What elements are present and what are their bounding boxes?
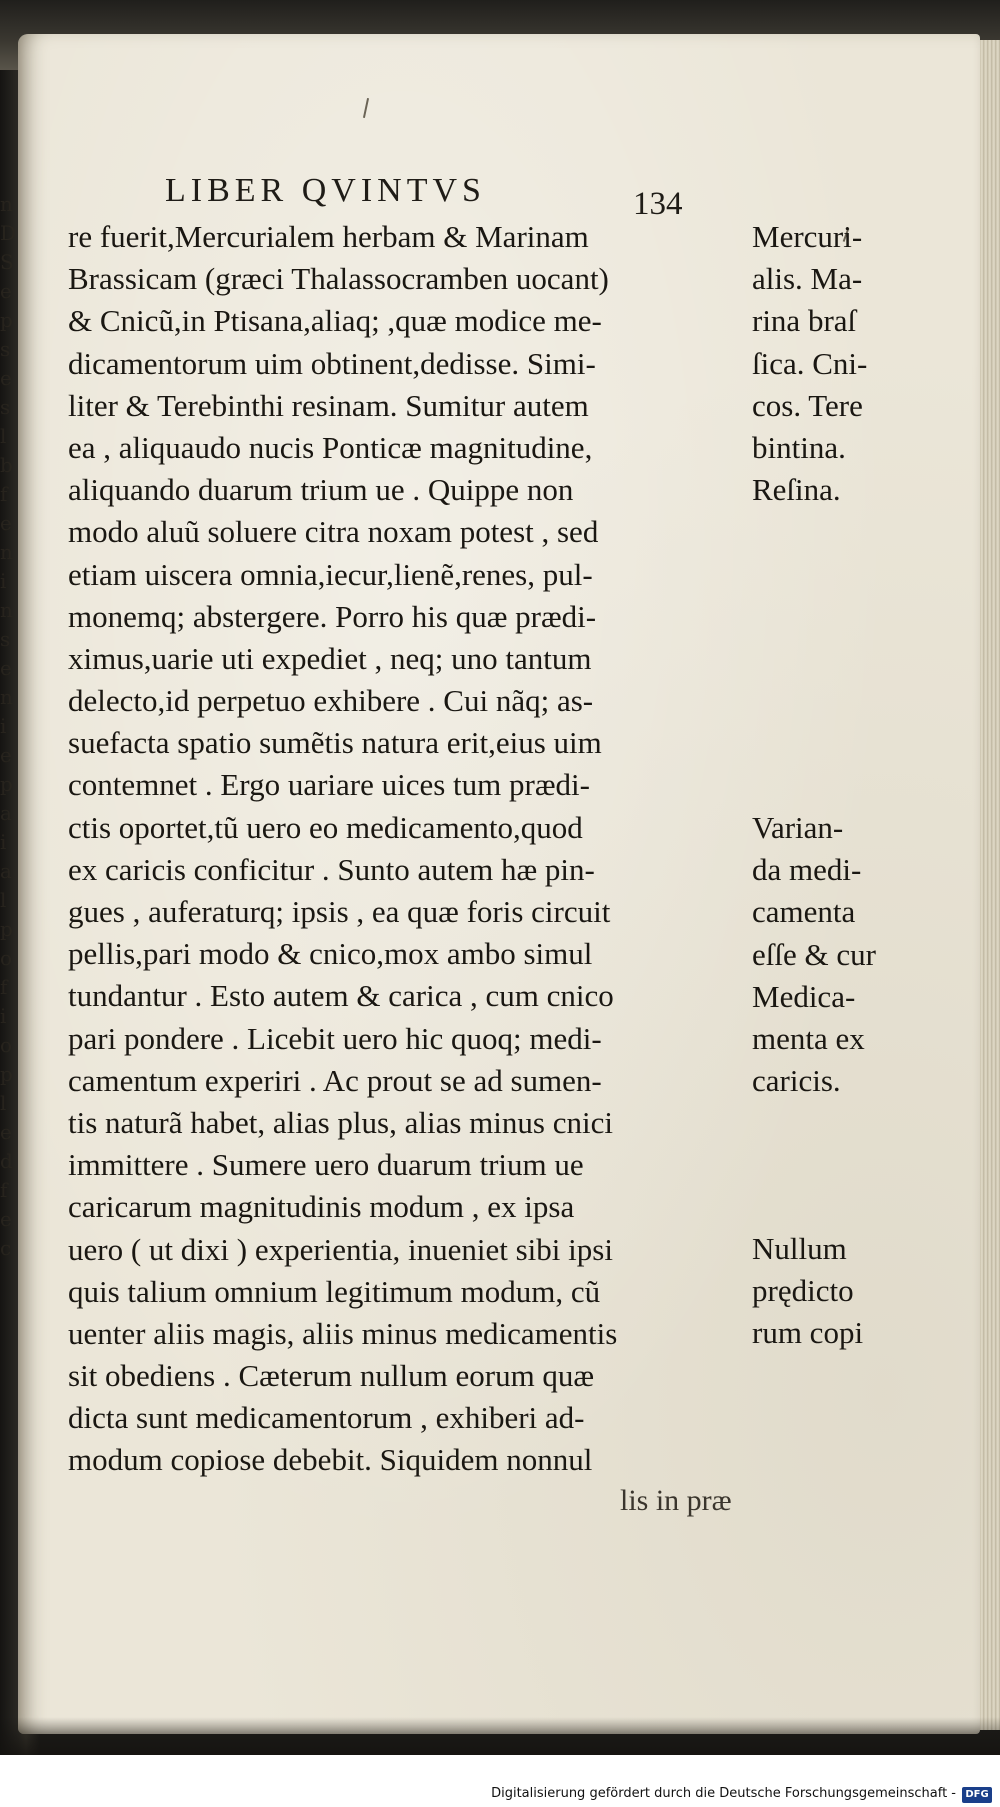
- text-line: etiam uiscera omnia,iecur,lienẽ,renes, pul-: [68, 556, 593, 592]
- edge-letter-fragment: e: [0, 511, 12, 535]
- text-line: caricarum magnitudinis modum , ex ipsa: [68, 1189, 575, 1225]
- text-line: ximus,uarie uti expediet , neq; uno tantum: [68, 640, 592, 676]
- margin-note-line: caricis.: [752, 1063, 841, 1099]
- edge-letter-fragment: f: [0, 482, 8, 506]
- edge-letter-fragment: n: [0, 540, 13, 564]
- margin-note-line: bintina.: [752, 429, 846, 465]
- edge-letter-fragment: s: [0, 337, 11, 361]
- edge-letter-fragment: a: [0, 859, 12, 883]
- margin-note-line: alis. Ma-: [752, 261, 863, 297]
- edge-letter-fragment: o: [0, 1033, 13, 1057]
- margin-note-line: ſica. Cni-: [752, 345, 868, 381]
- edge-letter-fragment: e: [0, 366, 12, 390]
- text-line: pari pondere . Licebit uero hic quoq; medi-: [68, 1020, 602, 1056]
- edge-letter-fragment: p: [0, 917, 13, 941]
- text-line: dicta sunt medicamentorum , exhiberi ad-: [68, 1400, 585, 1436]
- margin-note: [752, 1228, 902, 1355]
- bottom-shadow: [0, 1717, 1000, 1757]
- edge-letter-fragment: n: [0, 598, 13, 622]
- digitization-footer: [0, 1755, 1000, 1807]
- edge-letter-fragment: e: [0, 743, 12, 767]
- edge-letter-fragment: n: [0, 685, 13, 709]
- page-number: 134: [633, 186, 683, 222]
- text-line: modum copiose debebit. Siquidem nonnul: [68, 1442, 593, 1478]
- edge-letter-fragment: i: [0, 714, 7, 738]
- text-line: uenter aliis magis, aliis minus medicamentis: [68, 1315, 618, 1351]
- edge-letter-fragment: n: [0, 192, 13, 216]
- edge-letter-fragment: l: [0, 424, 7, 448]
- edge-letter-fragment: f: [0, 975, 8, 999]
- margin-note-line: Varian-: [752, 810, 844, 845]
- edge-letter-fragment: d: [0, 1149, 13, 1173]
- text-line: dicamentorum uim obtinent,dedisse. Simi-: [68, 345, 596, 381]
- margin-note-line: eſſe & cur: [752, 936, 876, 972]
- funding-credit: Digitalisierung gefördert durch die Deutsche Forschungsgemeinschaft -: [491, 1786, 956, 1801]
- text-line: pellis,pari modo & cnico,mox ambo simul: [68, 936, 593, 972]
- text-line: sit obediens . Cæterum nullum eorum quæ: [68, 1358, 595, 1394]
- margin-note-line: cos. Tere: [752, 387, 863, 423]
- edge-letter-fragment: D: [0, 221, 17, 245]
- previous-page-sliver: [0, 190, 22, 1490]
- text-line: quis talium omnium legitimum modum, cũ: [68, 1273, 601, 1309]
- text-line: contemnet . Ergo uariare uices tum prædi-: [68, 767, 590, 803]
- margin-note-line: Nullum: [752, 1231, 847, 1266]
- text-line: delecto,id perpetuo exhibere . Cui nãq; as-: [68, 683, 594, 719]
- text-line: re fuerit,Mercurialem herbam & Marinam: [68, 219, 589, 254]
- text-line: ctis oportet,tũ uero eo medicamento,quod: [68, 809, 583, 845]
- text-line: & Cnicũ,in Ptisana,aliaq; ,quæ modice me-: [68, 303, 602, 339]
- text-line: aliquando duarum trium ue . Quippe non: [68, 472, 574, 508]
- edge-letter-fragment: l: [0, 888, 7, 912]
- edge-letter-fragment: e: [0, 279, 12, 303]
- edge-letter-fragment: f: [0, 1178, 8, 1202]
- text-line: monemq; abstergere. Porro his quæ prædi-: [68, 598, 597, 634]
- text-line: modo aluũ soluere citra noxam potest , sed: [68, 514, 599, 550]
- text-line: immittere . Sumere uero duarum trium ue: [68, 1147, 584, 1183]
- text-line: tis naturã habet, alias plus, alias minus cnici: [68, 1104, 613, 1140]
- dfg-logo-icon: DFG: [962, 1787, 992, 1803]
- margin-note-line: rum copi: [752, 1315, 864, 1351]
- margin-note-line: Medica-: [752, 978, 856, 1014]
- text-line: Brassicam (græci Thalassocramben uocant): [68, 261, 609, 297]
- edge-letter-fragment: s: [0, 627, 11, 651]
- text-line: camentum experiri . Ac prout se ad sumen-: [68, 1062, 602, 1098]
- edge-letter-fragment: i: [0, 1004, 7, 1028]
- edge-letter-fragment: i: [0, 830, 7, 854]
- edge-letter-fragment: a: [0, 801, 12, 825]
- text-line: ea , aliquaudo nucis Ponticæ magnitudine,: [68, 429, 593, 465]
- text-line: suefacta spatio sumẽtis natura erit,eius uim: [68, 725, 602, 761]
- edge-letter-fragment: o: [0, 946, 13, 970]
- edge-letter-fragment: e: [0, 1120, 12, 1144]
- catchword: lis in præ: [620, 1484, 732, 1517]
- text-line: ex caricis conficitur . Sunto autem hæ pin-: [68, 851, 595, 887]
- edge-letter-fragment: l: [0, 1091, 7, 1115]
- margin-note: [752, 216, 902, 511]
- margin-note-line: rina braſ: [752, 303, 857, 339]
- text-line: liter & Terebinthi resinam. Sumitur autem: [68, 387, 589, 423]
- edge-letter-fragment: p: [0, 1062, 13, 1086]
- edge-letter-fragment: s: [0, 395, 11, 419]
- edge-letter-fragment: c: [0, 1236, 12, 1260]
- margin-note-line: Mercuri-: [752, 219, 863, 254]
- edge-letter-fragment: p: [0, 308, 13, 332]
- running-head: LIBER QVINTVS: [165, 172, 486, 209]
- text-line: gues , auferaturq; ipsis , ea quæ foris circuit: [68, 894, 611, 929]
- margin-note-line: da medi-: [752, 852, 862, 888]
- text-line: uero ( ut dixi ) experientia, inueniet sibi ipsi: [68, 1231, 613, 1267]
- body-text: [68, 216, 758, 1482]
- edge-letter-fragment: e: [0, 1207, 12, 1231]
- text-line: tundantur . Esto autem & carica , cum cnico: [68, 978, 614, 1014]
- margin-note: [752, 807, 902, 1102]
- margin-note-line: camenta: [752, 894, 856, 930]
- edge-letter-fragment: b: [0, 453, 13, 477]
- edge-letter-fragment: S: [0, 250, 14, 274]
- margin-note-line: menta ex: [752, 1020, 865, 1056]
- edge-letter-fragment: p: [0, 772, 13, 796]
- edge-letter-fragment: i: [0, 569, 7, 593]
- margin-note-line: Reſina.: [752, 472, 841, 508]
- margin-note-line: prędicto: [752, 1273, 854, 1309]
- edge-letter-fragment: e: [0, 656, 12, 680]
